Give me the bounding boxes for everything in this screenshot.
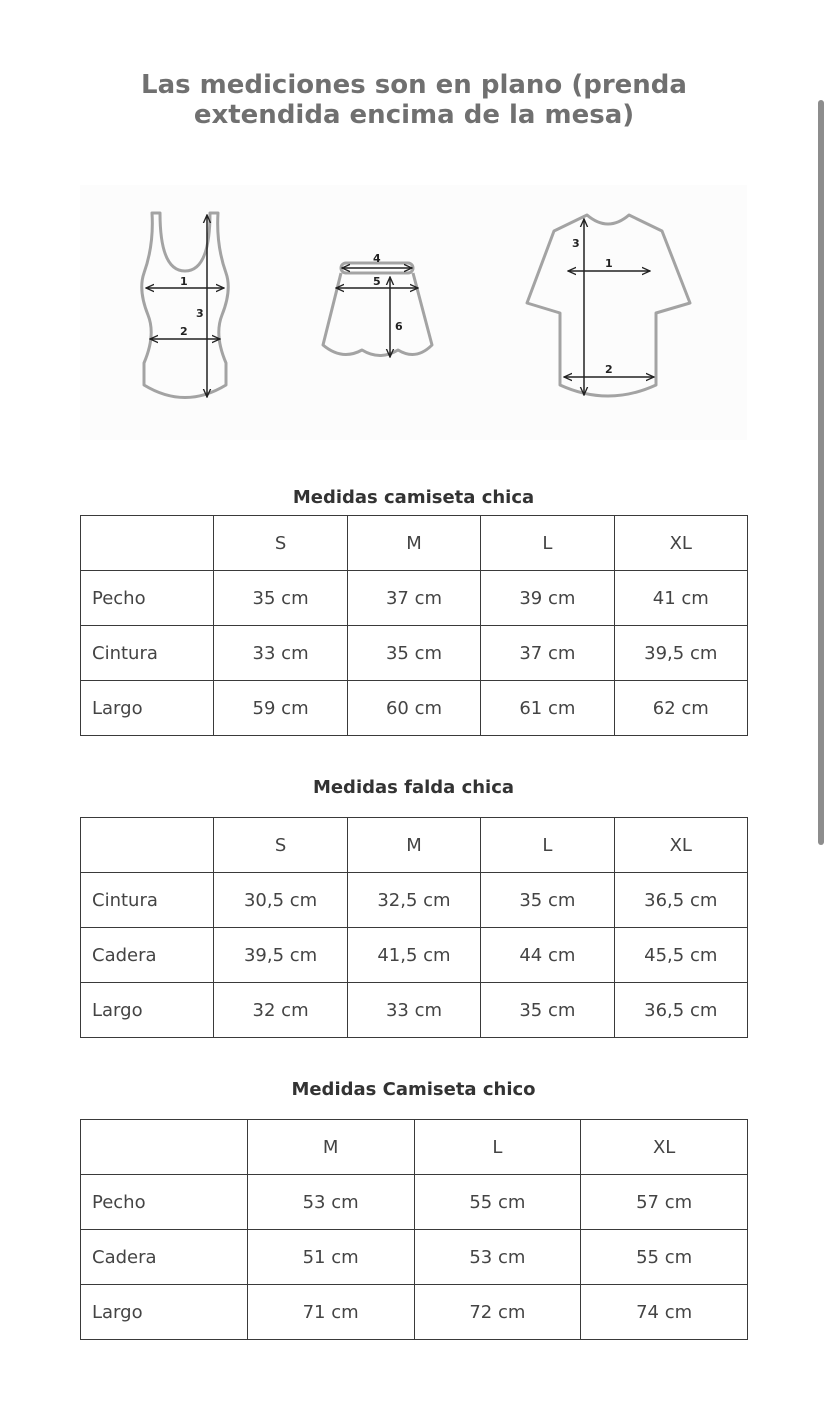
tank-top-arrows <box>146 215 224 397</box>
t-shirt-label-1: 1 <box>605 257 613 270</box>
table-row <box>81 626 748 681</box>
table-cell: 72 cm <box>414 1285 581 1340</box>
page-title-line-1: Las mediciones son en plano (prenda <box>141 70 687 100</box>
row-label: Largo <box>81 681 214 736</box>
tank-top-label-2: 2 <box>180 325 188 338</box>
table-cell: 32,5 cm <box>347 873 480 928</box>
table-cell: 35 cm <box>481 983 614 1038</box>
row-label: Cadera <box>81 928 214 983</box>
size-table-camiseta-chico <box>80 1119 748 1340</box>
table-cell: 35 cm <box>214 571 347 626</box>
table-row <box>81 1175 748 1230</box>
table-cell: 33 cm <box>347 983 480 1038</box>
table-cell: 62 cm <box>614 681 747 736</box>
size-table-falda-chica <box>80 817 748 1038</box>
section-title-camiseta-chico: Medidas Camiseta chico <box>291 1079 536 1100</box>
table-cell: 55 cm <box>581 1230 748 1285</box>
row-label: Cintura <box>81 626 214 681</box>
table-row <box>81 983 748 1038</box>
table-cell: 35 cm <box>481 873 614 928</box>
section-title-camiseta-chica: Medidas camiseta chica <box>292 487 535 508</box>
table-cell: 37 cm <box>481 626 614 681</box>
row-label: Pecho <box>81 571 214 626</box>
table-cell: 36,5 cm <box>614 873 747 928</box>
row-label: Pecho <box>81 1175 248 1230</box>
table-cell: 39,5 cm <box>614 626 747 681</box>
table-row <box>81 571 748 626</box>
skirt-label-4: 4 <box>373 252 381 265</box>
measurement-diagram <box>80 185 747 440</box>
skirt-label-5: 5 <box>373 275 381 288</box>
table-header-cell: L <box>481 516 614 571</box>
table-header-row <box>81 818 748 873</box>
row-label: Largo <box>81 1285 248 1340</box>
scrollbar[interactable] <box>818 100 824 845</box>
table-cell: 60 cm <box>347 681 480 736</box>
table-cell: 59 cm <box>214 681 347 736</box>
table-cell: 61 cm <box>481 681 614 736</box>
t-shirt-label-3: 3 <box>572 237 580 250</box>
table-cell: 33 cm <box>214 626 347 681</box>
tank-top-label-3: 3 <box>196 307 204 320</box>
table-header-cell: XL <box>614 818 747 873</box>
table-header-cell: L <box>481 818 614 873</box>
table-row <box>81 1230 748 1285</box>
table-cell: 71 cm <box>247 1285 414 1340</box>
table-cell: 37 cm <box>347 571 480 626</box>
table-cell: 74 cm <box>581 1285 748 1340</box>
skirt-label-6: 6 <box>395 320 403 333</box>
table-header-cell <box>81 516 214 571</box>
table-cell: 32 cm <box>214 983 347 1038</box>
table-cell: 36,5 cm <box>614 983 747 1038</box>
table-row <box>81 873 748 928</box>
table-cell: 30,5 cm <box>214 873 347 928</box>
row-label: Cadera <box>81 1230 248 1285</box>
table-header-cell: M <box>347 516 480 571</box>
table-row <box>81 1285 748 1340</box>
measurement-diagram-svg <box>80 185 747 440</box>
table-header-row <box>81 1120 748 1175</box>
table-header-cell <box>81 818 214 873</box>
table-row <box>81 681 748 736</box>
table-header-cell: M <box>347 818 480 873</box>
section-title-falda-chica: Medidas falda chica <box>312 777 515 798</box>
table-header-cell: S <box>214 516 347 571</box>
row-label: Largo <box>81 983 214 1038</box>
table-header-row <box>81 516 748 571</box>
table-cell: 55 cm <box>414 1175 581 1230</box>
table-header-cell: XL <box>581 1120 748 1175</box>
size-table-camiseta-chica <box>80 515 748 736</box>
table-cell: 41 cm <box>614 571 747 626</box>
table-cell: 39 cm <box>481 571 614 626</box>
page-title-line-2: extendida encima de la mesa) <box>193 100 635 130</box>
t-shirt-label-2: 2 <box>605 363 613 376</box>
row-label: Cintura <box>81 873 214 928</box>
page-title <box>0 70 828 130</box>
table-header-cell: S <box>214 818 347 873</box>
table-cell: 39,5 cm <box>214 928 347 983</box>
table-cell: 57 cm <box>581 1175 748 1230</box>
table-cell: 53 cm <box>414 1230 581 1285</box>
table-header-cell <box>81 1120 248 1175</box>
table-cell: 44 cm <box>481 928 614 983</box>
table-cell: 41,5 cm <box>347 928 480 983</box>
table-header-cell: M <box>247 1120 414 1175</box>
table-cell: 53 cm <box>247 1175 414 1230</box>
tank-top-label-1: 1 <box>180 275 188 288</box>
table-cell: 45,5 cm <box>614 928 747 983</box>
table-header-cell: L <box>414 1120 581 1175</box>
table-cell: 35 cm <box>347 626 480 681</box>
tank-top-icon <box>142 213 229 398</box>
table-row <box>81 928 748 983</box>
table-header-cell: XL <box>614 516 747 571</box>
table-cell: 51 cm <box>247 1230 414 1285</box>
